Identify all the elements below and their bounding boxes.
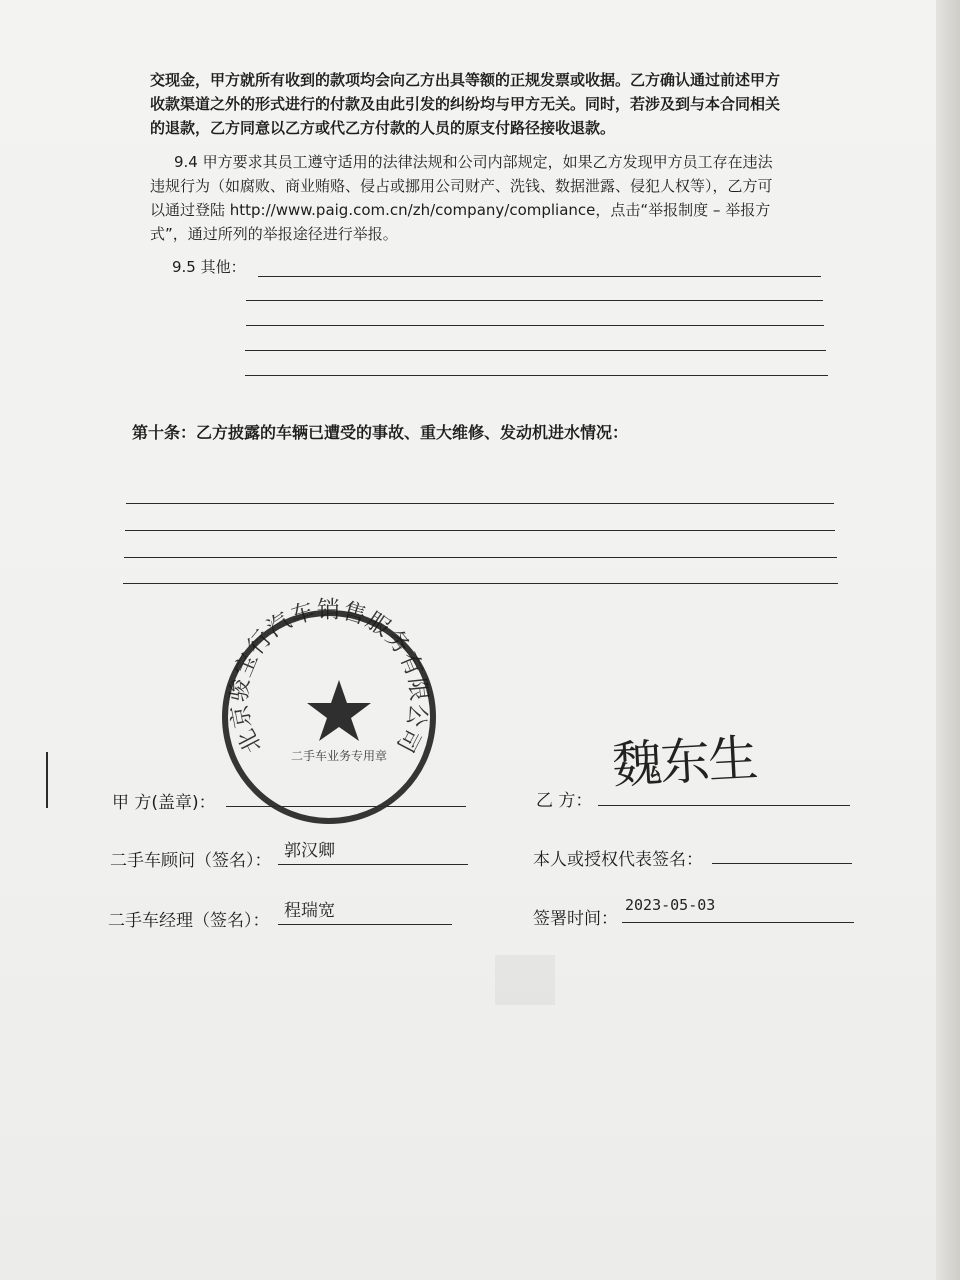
page-edge: [936, 0, 960, 1280]
manager-name: 程瑞宽: [284, 901, 335, 921]
text-line: 的退款，乙方同意以乙方或代乙方付款的人员的原支付路径接收退款。: [150, 119, 616, 137]
text-line: 以通过登陆 http://www.paig.com.cn/zh/company/compliance，点击“举报制度 – 举报方: [150, 201, 771, 219]
text-line: 式”，通过所列的举报途径进行举报。: [150, 225, 398, 243]
text-line: 9.4 甲方要求其员工遵守适用的法律法规和公司内部规定，如果乙方发现甲方员工存在违法: [174, 153, 773, 171]
blank-line: [123, 583, 838, 584]
blank-line: [124, 557, 837, 558]
manager-label: 二手车经理（签名）：: [108, 911, 270, 931]
date-label: 签署时间：: [533, 909, 618, 929]
advisor-label: 二手车顾问（签名）：: [110, 851, 272, 871]
party-a-line: [226, 806, 466, 807]
blank-line: [246, 325, 824, 326]
blank-line: [125, 530, 835, 531]
rep-line: [712, 863, 852, 864]
blank-line: [246, 300, 823, 301]
text-line: 交现金，甲方就所有收到的款项均会向乙方出具等额的正规发票或收据。乙方确认通过前述甲方: [150, 71, 781, 89]
date-line: [622, 922, 854, 923]
text-line: 违规行为（如腐败、商业贿赂、侵占或挪用公司财产、洗钱、数据泄露、侵犯人权等），乙方可: [150, 177, 773, 195]
clause9-continuation: [150, 68, 830, 140]
rep-label: 本人或授权代表签名：: [533, 850, 703, 870]
party-a-label: 甲 方(盖章)：: [112, 793, 216, 813]
manager-line: [278, 924, 452, 925]
bleed-through-area: [470, 660, 630, 690]
party-b-signature: 魏东生: [610, 729, 758, 795]
advisor-name: 郭汉卿: [284, 841, 335, 861]
text-line: 收款渠道之外的形式进行的付款及由此引发的纠纷均与甲方无关。同时，若涉及到与本合同相关: [150, 95, 781, 113]
blank-line: [258, 276, 821, 277]
clause-9-4: [150, 150, 830, 246]
star-icon: [307, 680, 371, 741]
margin-mark: [46, 752, 48, 808]
party-b-line: [598, 805, 850, 806]
clause-9-5-label: 9.5 其他：: [172, 258, 246, 276]
blank-line: [245, 375, 828, 376]
clause10-heading: 第十条：乙方披露的车辆已遭受的事故、重大维修、发动机进水情况：: [132, 423, 629, 442]
blank-line: [245, 350, 826, 351]
party-b-label: 乙 方：: [536, 791, 593, 811]
bleed-through-area: [495, 955, 555, 1005]
seal-center-text: 二手车业务专用章: [290, 749, 388, 763]
advisor-line: [278, 864, 468, 865]
blank-line: [126, 503, 834, 504]
date-value: 2023-05-03: [625, 896, 716, 914]
seal-ring-text: 北京骏宝行汽车销售服务有限公司: [226, 597, 432, 758]
